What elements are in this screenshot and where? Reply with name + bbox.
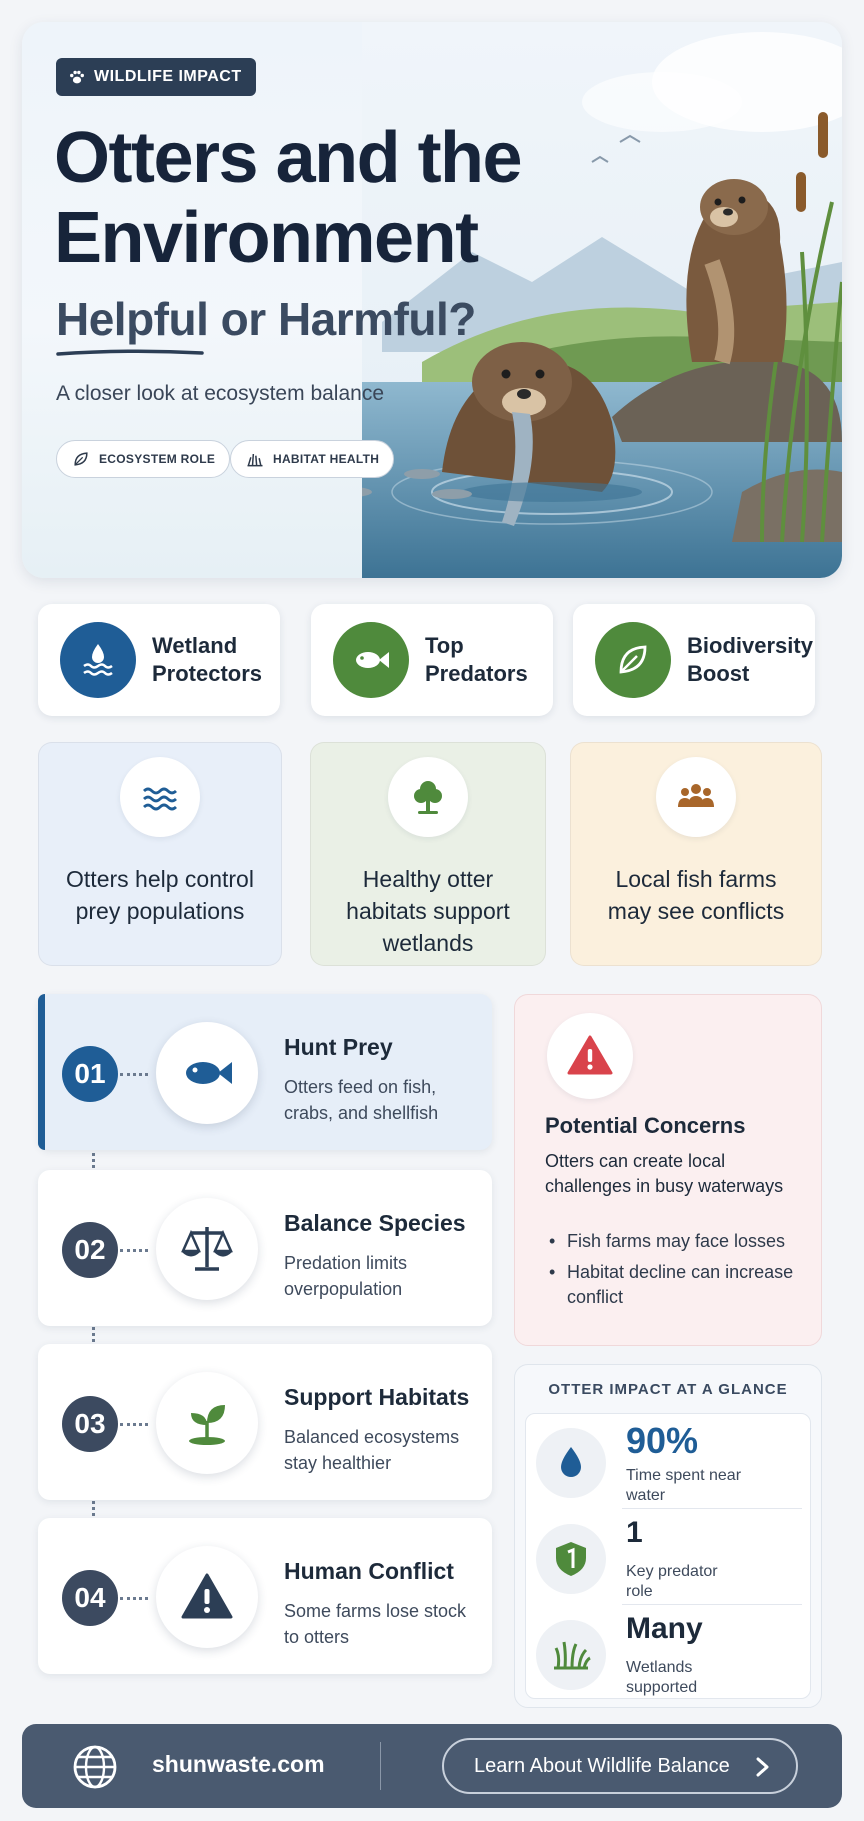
- water-drop-icon: [76, 638, 120, 682]
- divider: [622, 1508, 802, 1509]
- subtitle-underline: [56, 348, 204, 358]
- glance-stats-box: [525, 1413, 811, 1699]
- step-number: 03: [62, 1396, 118, 1452]
- potential-concerns-card: [514, 994, 822, 1346]
- stat-label: Wetlands supported: [626, 1659, 698, 1696]
- info-card-text: Healthy otter habitats support wetlands: [346, 866, 510, 956]
- hero-banner: [22, 22, 842, 578]
- list-item: • Habitat decline can increase conflict: [545, 1260, 807, 1310]
- feature-label: Wetland Protectors: [152, 633, 263, 686]
- stat-icon-circle: [536, 1620, 606, 1690]
- step-title: Support Habitats: [284, 1384, 470, 1410]
- grass-icon: [245, 449, 265, 469]
- glance-title: OTTER IMPACT AT A GLANCE: [548, 1381, 788, 1398]
- step-balance-species: [38, 1170, 492, 1326]
- concerns-title: Potential Concerns: [545, 1113, 746, 1138]
- water-drop-icon: [550, 1442, 592, 1484]
- warning-icon: [177, 1567, 237, 1627]
- paw-icon: [68, 68, 86, 86]
- step-icon-circle: [156, 1546, 258, 1648]
- step-connector: [120, 1597, 148, 1600]
- chevron-right-icon: [752, 1756, 772, 1778]
- stat-value: 90%: [626, 1420, 699, 1461]
- step-title: Human Conflict: [284, 1558, 454, 1584]
- grass-icon: [550, 1634, 592, 1676]
- category-badge-label: WILDLIFE IMPACT: [94, 68, 242, 85]
- concerns-icon-circle: [547, 1013, 633, 1099]
- feature-icon-circle: [595, 622, 671, 698]
- waves-icon: [138, 775, 182, 819]
- category-badge: [56, 58, 256, 96]
- stat-key-predator: [526, 1510, 812, 1604]
- leaf-icon: [71, 449, 91, 469]
- step-number: 01: [62, 1046, 118, 1102]
- feature-biodiversity-boost: [573, 604, 815, 716]
- tree-icon: [406, 775, 450, 819]
- people-icon: [674, 775, 718, 819]
- feature-icon-circle: [333, 622, 409, 698]
- page-tagline: A closer look at ecosystem balance: [56, 382, 385, 405]
- fish-icon: [349, 638, 393, 682]
- info-card-prey-control: [38, 742, 282, 966]
- info-icon-circle: [388, 757, 468, 837]
- step-connector: [120, 1423, 148, 1426]
- page-title: Otters and the Environment: [54, 118, 522, 278]
- stat-value: 1: [626, 1516, 643, 1549]
- fish-icon: [177, 1043, 237, 1103]
- feature-label: Top Predators: [425, 633, 528, 686]
- concerns-list: [545, 1229, 807, 1316]
- step-icon-circle: [156, 1022, 258, 1124]
- feature-top-predators: [311, 604, 553, 716]
- stat-wetlands-supported: [526, 1606, 812, 1700]
- feature-wetland-protectors: [38, 604, 280, 716]
- chip-ecosystem-role: [56, 440, 230, 478]
- step-description: Otters feed on fish, crabs, and shellfish: [284, 1077, 439, 1123]
- step-connector: [120, 1249, 148, 1252]
- globe-icon: [72, 1744, 118, 1790]
- step-description: Predation limits overpopulation: [284, 1253, 408, 1299]
- step-icon-circle: [156, 1198, 258, 1300]
- shield-icon: [550, 1538, 592, 1580]
- info-card-healthy-habitats: [310, 742, 546, 966]
- info-icon-circle: [656, 757, 736, 837]
- step-number: 04: [62, 1570, 118, 1626]
- step-human-conflict: [38, 1518, 492, 1674]
- page-subtitle: Helpful or Harmful?: [56, 293, 476, 345]
- feature-icon-circle: [60, 622, 136, 698]
- step-title: Balance Species: [284, 1210, 466, 1236]
- feature-label: Biodiversity Boost: [687, 633, 813, 686]
- step-description: Some farms lose stock to otters: [284, 1601, 467, 1647]
- footer-bar: [22, 1724, 842, 1808]
- scales-icon: [177, 1219, 237, 1279]
- info-icon-circle: [120, 757, 200, 837]
- info-card-text: Local fish farms may see conflicts: [607, 866, 785, 924]
- chip-label: ECOSYSTEM ROLE: [99, 452, 216, 466]
- learn-more-button[interactable]: [442, 1738, 798, 1794]
- chip-habitat-health: [230, 440, 394, 478]
- website-link[interactable]: shunwaste.com: [152, 1751, 325, 1777]
- leaf-icon: [611, 638, 655, 682]
- list-item: • Fish farms may face losses: [545, 1229, 807, 1254]
- step-title: Hunt Prey: [284, 1034, 393, 1060]
- step-number: 02: [62, 1222, 118, 1278]
- concerns-description: Otters can create local challenges in busy waterways: [545, 1151, 784, 1196]
- info-card-fish-farms: [570, 742, 822, 966]
- footer-divider: [380, 1742, 381, 1790]
- impact-at-a-glance-card: [514, 1364, 822, 1708]
- divider: [622, 1604, 802, 1605]
- step-hunt-prey: [38, 994, 492, 1150]
- stat-value: Many: [626, 1612, 703, 1645]
- sprout-icon: [177, 1393, 237, 1453]
- stat-icon-circle: [536, 1524, 606, 1594]
- warning-icon: [565, 1031, 615, 1081]
- step-connector: [120, 1073, 148, 1076]
- chip-label: HABITAT HEALTH: [273, 452, 380, 466]
- step-support-habitats: [38, 1344, 492, 1500]
- stat-time-near-water: [526, 1414, 812, 1508]
- step-description: Balanced ecosystems stay healthier: [284, 1427, 460, 1473]
- stat-label: Key predator role: [626, 1563, 718, 1600]
- learn-more-button-label: Learn About Wildlife Balance: [474, 1754, 730, 1777]
- step-icon-circle: [156, 1372, 258, 1474]
- info-card-text: Otters help control prey populations: [66, 866, 254, 924]
- stat-icon-circle: [536, 1428, 606, 1498]
- stat-label: Time spent near water: [626, 1467, 742, 1504]
